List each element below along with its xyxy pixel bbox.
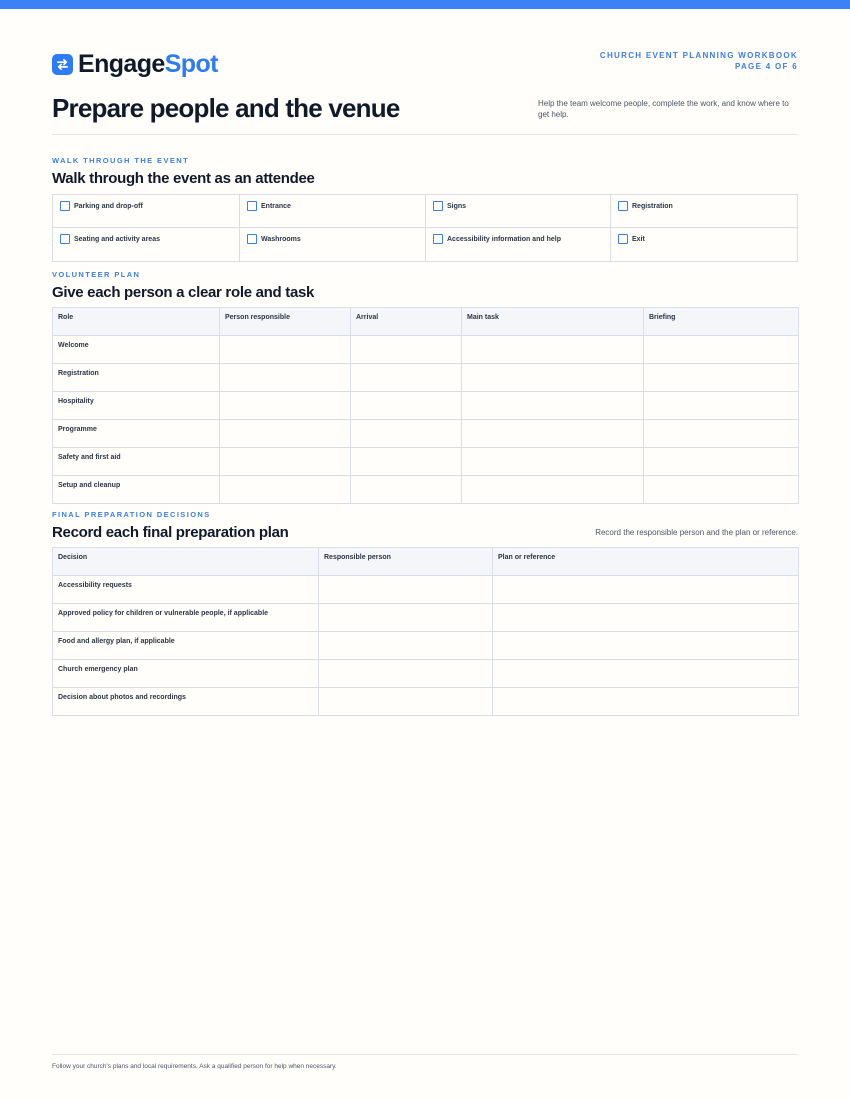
swap-arrows-icon <box>52 54 73 75</box>
briefing-field[interactable] <box>644 364 799 392</box>
page-intro: Help the team welcome people, complete the work, and know where to get help. <box>538 99 789 119</box>
checkbox[interactable] <box>60 234 70 244</box>
brand-name-part2: Spot <box>164 50 218 78</box>
checklist-item-label: Exit <box>632 236 645 243</box>
checklist-item-label: Entrance <box>261 203 291 210</box>
workbook-meta <box>600 50 798 72</box>
table-row <box>53 448 799 476</box>
walkthrough-section <box>52 156 798 262</box>
main-task-field[interactable] <box>462 392 644 420</box>
walkthrough-title: Walk through the event as an attendee <box>52 170 315 187</box>
person-field[interactable] <box>220 392 351 420</box>
plan-field[interactable] <box>493 604 799 632</box>
walkthrough-checklist <box>52 194 798 262</box>
role-cell: Setup and cleanup <box>53 476 220 504</box>
main-task-field[interactable] <box>462 336 644 364</box>
checklist-item[interactable] <box>611 195 797 228</box>
role-cell: Safety and first aid <box>53 448 220 476</box>
checklist-item[interactable] <box>53 228 240 261</box>
checklist-item[interactable] <box>611 228 797 261</box>
workbook-title: CHURCH EVENT PLANNING WORKBOOK <box>599 51 798 60</box>
person-field[interactable] <box>220 336 351 364</box>
responsible-field[interactable] <box>319 632 493 660</box>
checklist-item-label: Signs <box>447 203 467 210</box>
decisions-title: Record each final preparation plan <box>52 524 289 541</box>
role-cell: Registration <box>53 364 220 392</box>
column-header: Briefing <box>644 308 799 336</box>
checkbox[interactable] <box>433 234 443 244</box>
checkbox[interactable] <box>247 201 257 211</box>
main-task-field[interactable] <box>462 420 644 448</box>
responsible-field[interactable] <box>319 660 493 688</box>
briefing-field[interactable] <box>644 448 799 476</box>
person-field[interactable] <box>220 364 351 392</box>
checklist-item-label: Accessibility information and help <box>447 236 561 243</box>
arrival-field[interactable] <box>351 392 462 420</box>
table-header-row <box>53 308 799 336</box>
plan-field[interactable] <box>493 660 799 688</box>
volunteer-eyebrow: VOLUNTEER PLAN <box>52 270 141 279</box>
walkthrough-eyebrow: WALK THROUGH THE EVENT <box>52 156 190 165</box>
role-cell: Programme <box>53 420 220 448</box>
briefing-field[interactable] <box>644 336 799 364</box>
page-header <box>52 48 798 82</box>
page-number: PAGE 4 OF 6 <box>734 62 798 71</box>
arrival-field[interactable] <box>351 364 462 392</box>
person-field[interactable] <box>220 476 351 504</box>
brand-name <box>78 50 218 78</box>
decision-cell: Food and allergy plan, if applicable <box>53 632 319 660</box>
main-task-field[interactable] <box>462 448 644 476</box>
checklist-item-label: Seating and activity areas <box>74 236 160 243</box>
table-row <box>53 364 799 392</box>
title-row <box>52 92 798 135</box>
plan-field[interactable] <box>493 576 799 604</box>
arrival-field[interactable] <box>351 420 462 448</box>
plan-field[interactable] <box>493 632 799 660</box>
column-header: Role <box>53 308 220 336</box>
checklist-item[interactable] <box>240 195 426 228</box>
table-row <box>53 420 799 448</box>
checkbox[interactable] <box>433 201 443 211</box>
decision-cell: Decision about photos and recordings <box>53 688 319 716</box>
checklist-item[interactable] <box>240 228 426 261</box>
person-field[interactable] <box>220 448 351 476</box>
table-row <box>53 576 799 604</box>
column-header: Person responsible <box>220 308 351 336</box>
checklist-item[interactable] <box>53 195 240 228</box>
volunteer-title: Give each person a clear role and task <box>52 284 315 301</box>
table-row <box>53 660 799 688</box>
table-row <box>53 604 799 632</box>
column-header: Decision <box>53 548 319 576</box>
briefing-field[interactable] <box>644 420 799 448</box>
responsible-field[interactable] <box>319 688 493 716</box>
decisions-note: Record the responsible person and the plan or reference. <box>595 528 798 537</box>
decision-cell: Accessibility requests <box>53 576 319 604</box>
table-row <box>53 392 799 420</box>
page-title: Prepare people and the venue <box>52 93 400 123</box>
checklist-item-label: Registration <box>632 203 673 210</box>
table-row <box>53 476 799 504</box>
column-header: Responsible person <box>319 548 493 576</box>
arrival-field[interactable] <box>351 476 462 504</box>
decision-cell: Approved policy for children or vulnerable people, if applicable <box>53 604 319 632</box>
column-header: Plan or reference <box>493 548 799 576</box>
decision-cell: Church emergency plan <box>53 660 319 688</box>
page-footer: Follow your church's plans and local requirements. Ask a qualified person for help when necessary. <box>52 1054 798 1070</box>
briefing-field[interactable] <box>644 392 799 420</box>
volunteer-table <box>52 307 799 504</box>
checklist-item-label: Washrooms <box>261 236 301 243</box>
main-task-field[interactable] <box>462 364 644 392</box>
role-cell: Hospitality <box>53 392 220 420</box>
checklist-item-label: Parking and drop-off <box>74 203 143 210</box>
checklist-item[interactable] <box>426 228 611 261</box>
brand-logo <box>52 50 218 78</box>
table-row <box>53 336 799 364</box>
decisions-eyebrow: FINAL PREPARATION DECISIONS <box>52 510 211 519</box>
arrival-field[interactable] <box>351 448 462 476</box>
arrival-field[interactable] <box>351 336 462 364</box>
checkbox[interactable] <box>618 201 628 211</box>
responsible-field[interactable] <box>319 604 493 632</box>
table-row <box>53 688 799 716</box>
column-header: Arrival <box>351 308 462 336</box>
plan-field[interactable] <box>493 688 799 716</box>
checkbox[interactable] <box>60 201 70 211</box>
main-task-field[interactable] <box>462 476 644 504</box>
volunteer-section <box>52 270 798 504</box>
person-field[interactable] <box>220 420 351 448</box>
role-cell: Welcome <box>53 336 220 364</box>
table-row <box>53 632 799 660</box>
responsible-field[interactable] <box>319 576 493 604</box>
table-header-row <box>53 548 799 576</box>
brand-name-part1: Engage <box>78 50 165 78</box>
decisions-table <box>52 547 799 716</box>
briefing-field[interactable] <box>644 476 799 504</box>
column-header: Main task <box>462 308 644 336</box>
checkbox[interactable] <box>247 234 257 244</box>
top-accent-bar <box>0 0 850 9</box>
checklist-item[interactable] <box>426 195 611 228</box>
checkbox[interactable] <box>618 234 628 244</box>
decisions-section <box>52 510 798 716</box>
